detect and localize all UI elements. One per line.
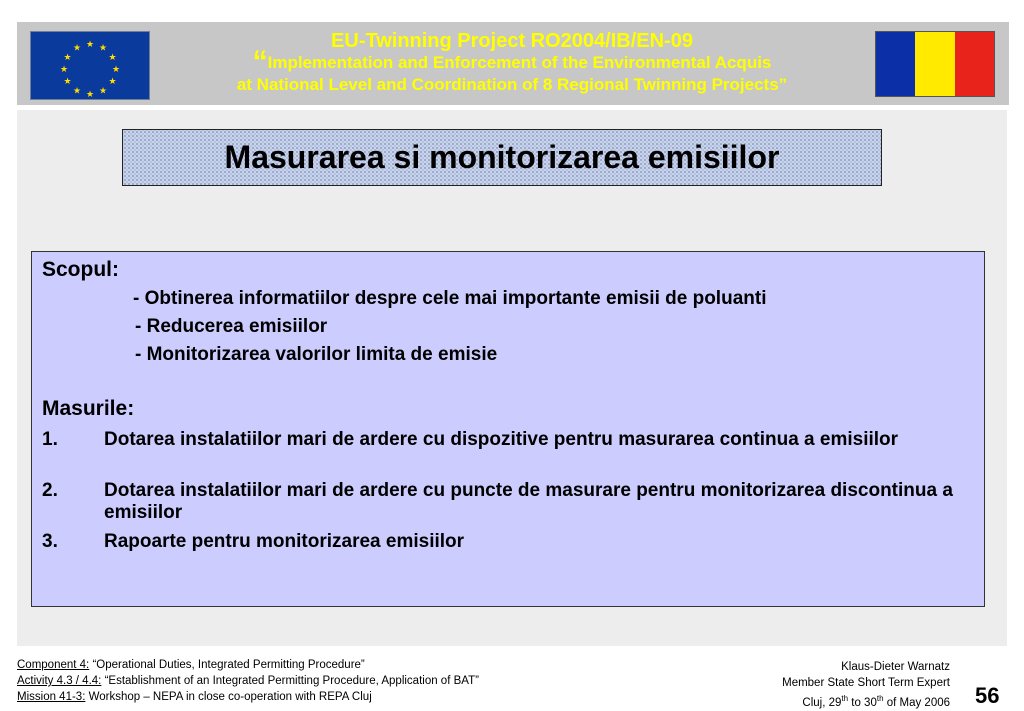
svg-text:★: ★ <box>111 65 121 75</box>
flag-stripe-yellow <box>915 32 954 96</box>
footer-activity: Activity 4.3 / 4.4: “Establishment of an Integrated Permitting Procedure, Application of BAT” <box>17 675 479 687</box>
romania-flag-icon <box>875 31 995 97</box>
slide-title: Masurarea si monitorizarea emisiilor <box>224 139 780 175</box>
scope-item: - Monitorizarea valorilor limita de emisie <box>135 344 498 365</box>
footer-mission: Mission 41-3: Workshop – NEPA in close co-operation with REPA Cluj <box>17 691 372 703</box>
scope-heading: Scopul: <box>42 258 119 281</box>
svg-text:★: ★ <box>59 65 69 75</box>
svg-text:★: ★ <box>108 77 117 87</box>
eu-stars-icon <box>31 32 149 99</box>
svg-text:★: ★ <box>85 90 95 99</box>
slide-title-box <box>122 129 882 186</box>
measure-number: 3. <box>42 531 58 552</box>
measure-text: Dotarea instalatiilor mari de ardere cu puncte de masurare pentru monitorizarea discontinua a emisiilor <box>104 480 953 523</box>
measure-text: Rapoarte pentru monitorizarea emisiilor <box>104 531 465 552</box>
svg-text:★: ★ <box>85 40 95 50</box>
footer-project-info <box>17 657 479 705</box>
svg-text:★: ★ <box>108 53 117 63</box>
measures-heading: Masurile: <box>42 397 135 420</box>
flag-stripe-blue <box>876 32 915 96</box>
measure-number: 2. <box>42 480 58 501</box>
footer-component: Component 4: “Operational Duties, Integrated Permitting Procedure” <box>17 659 365 671</box>
svg-text:★: ★ <box>63 77 72 87</box>
measure-text: Dotarea instalatiilor mari de ardere cu dispozitive pentru masurarea continua a emisiilor <box>104 429 899 450</box>
svg-text:★: ★ <box>72 43 82 54</box>
project-subtitle-line2: at National Level and Coordination of 8 Regional Twinning Projects” <box>236 75 788 94</box>
author-role: Member State Short Term Expert <box>782 677 950 689</box>
scope-item: - Obtinerea informatiilor despre cele mai importante emisii de poluanti <box>133 288 767 309</box>
event-date: Cluj, 29th to 30th of May 2006 <box>802 694 950 709</box>
content-box <box>31 251 985 607</box>
slide-body <box>17 110 1007 646</box>
project-title <box>167 30 857 96</box>
svg-text:★: ★ <box>72 86 82 97</box>
page-number: 56 <box>975 683 1000 708</box>
svg-text:★: ★ <box>98 86 108 97</box>
project-subtitle-line1: “Implementation and Enforcement of the Environmental Acquis <box>252 45 772 78</box>
eu-flag-icon <box>30 31 150 100</box>
author-name: Klaus-Dieter Warnatz <box>841 661 950 673</box>
svg-text:★: ★ <box>63 53 72 63</box>
footer-author-info <box>782 659 950 711</box>
header-banner <box>17 22 1009 105</box>
project-code: EU-Twinning Project RO2004/IB/EN-09 <box>331 30 693 52</box>
svg-text:★: ★ <box>98 43 108 54</box>
scope-item: - Reducerea emisiilor <box>135 316 328 337</box>
flag-stripe-red <box>955 32 994 96</box>
measure-number: 1. <box>42 429 58 450</box>
